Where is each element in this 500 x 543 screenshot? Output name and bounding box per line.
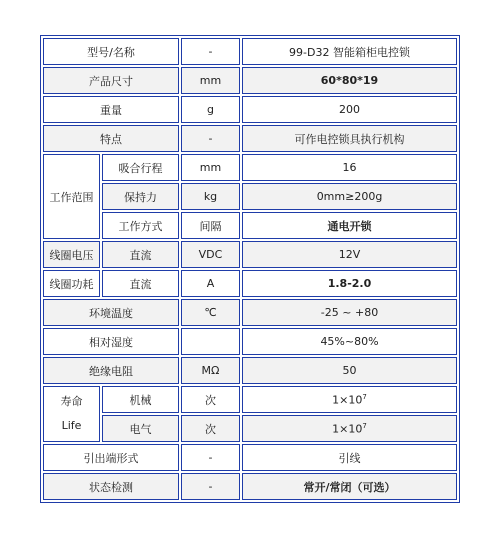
row-value	[242, 386, 457, 413]
life-label-en: Life	[61, 419, 82, 432]
row-unit: ℃	[181, 299, 240, 326]
row-label: 特点	[43, 125, 179, 152]
row-label: 状态检测	[43, 473, 179, 500]
row-label: 型号/名称	[43, 38, 179, 65]
table-row	[43, 183, 457, 210]
row-value: 通电开锁	[242, 212, 457, 239]
table-row	[43, 125, 457, 152]
value-base: 1×10	[332, 422, 363, 436]
row-value: 12V	[242, 241, 457, 268]
row-value: 99-D32 智能箱柜电控锁	[242, 38, 457, 65]
row-unit: 次	[181, 415, 240, 442]
table-row	[43, 96, 457, 123]
row-value: 50	[242, 357, 457, 384]
spec-sheet	[40, 35, 456, 511]
row-unit: -	[181, 473, 240, 500]
table-row	[43, 328, 457, 355]
row-label: 直流	[102, 270, 179, 297]
table-row	[43, 241, 457, 268]
table-row	[43, 67, 457, 94]
row-value: 200	[242, 96, 457, 123]
table-row	[43, 270, 457, 297]
row-label: 直流	[102, 241, 179, 268]
table-row	[43, 154, 457, 181]
row-label: 引出端形式	[43, 444, 179, 471]
value-base: 1×10	[332, 393, 363, 407]
table-row	[43, 299, 457, 326]
row-unit: 间隔	[181, 212, 240, 239]
row-label: 相对湿度	[43, 328, 179, 355]
row-label: 电气	[102, 415, 179, 442]
row-unit: mm	[181, 154, 240, 181]
row-value: 引线	[242, 444, 457, 471]
value-exponent: 7	[362, 421, 367, 430]
row-unit: -	[181, 38, 240, 65]
value-exponent: 7	[362, 392, 367, 401]
row-value: 45%~80%	[242, 328, 457, 355]
row-label: 吸合行程	[102, 154, 179, 181]
row-unit: VDC	[181, 241, 240, 268]
row-unit: -	[181, 125, 240, 152]
row-unit: kg	[181, 183, 240, 210]
group-label-coil-power: 线圈功耗	[43, 270, 100, 297]
row-value: 60*80*19	[242, 67, 457, 94]
row-value: 常开/常闭（可选）	[242, 473, 457, 500]
table-row	[43, 386, 457, 413]
row-unit: MΩ	[181, 357, 240, 384]
row-label: 工作方式	[102, 212, 179, 239]
row-unit: A	[181, 270, 240, 297]
table-row	[43, 444, 457, 471]
row-unit: g	[181, 96, 240, 123]
row-label: 保持力	[102, 183, 179, 210]
row-value	[242, 415, 457, 442]
row-label: 机械	[102, 386, 179, 413]
row-value: 可作电控锁具执行机构	[242, 125, 457, 152]
row-label: 产品尺寸	[43, 67, 179, 94]
table-row	[43, 212, 457, 239]
table-row	[43, 38, 457, 65]
table-row	[43, 415, 457, 442]
row-unit	[181, 328, 240, 355]
table-row	[43, 357, 457, 384]
row-value: 16	[242, 154, 457, 181]
row-unit: -	[181, 444, 240, 471]
row-unit: mm	[181, 67, 240, 94]
spec-table	[40, 35, 460, 503]
table-row	[43, 473, 457, 500]
row-label: 绝缘电阻	[43, 357, 179, 384]
row-value: 1.8-2.0	[242, 270, 457, 297]
row-label: 重量	[43, 96, 179, 123]
group-label-life	[43, 386, 100, 442]
row-value: 0mm≥200g	[242, 183, 457, 210]
group-label-coil-voltage: 线圈电压	[43, 241, 100, 268]
row-value: -25 ~ +80	[242, 299, 457, 326]
group-label-work-range: 工作范围	[43, 154, 100, 239]
row-unit: 次	[181, 386, 240, 413]
row-label: 环境温度	[43, 299, 179, 326]
life-label-cn: 寿命	[60, 395, 83, 408]
